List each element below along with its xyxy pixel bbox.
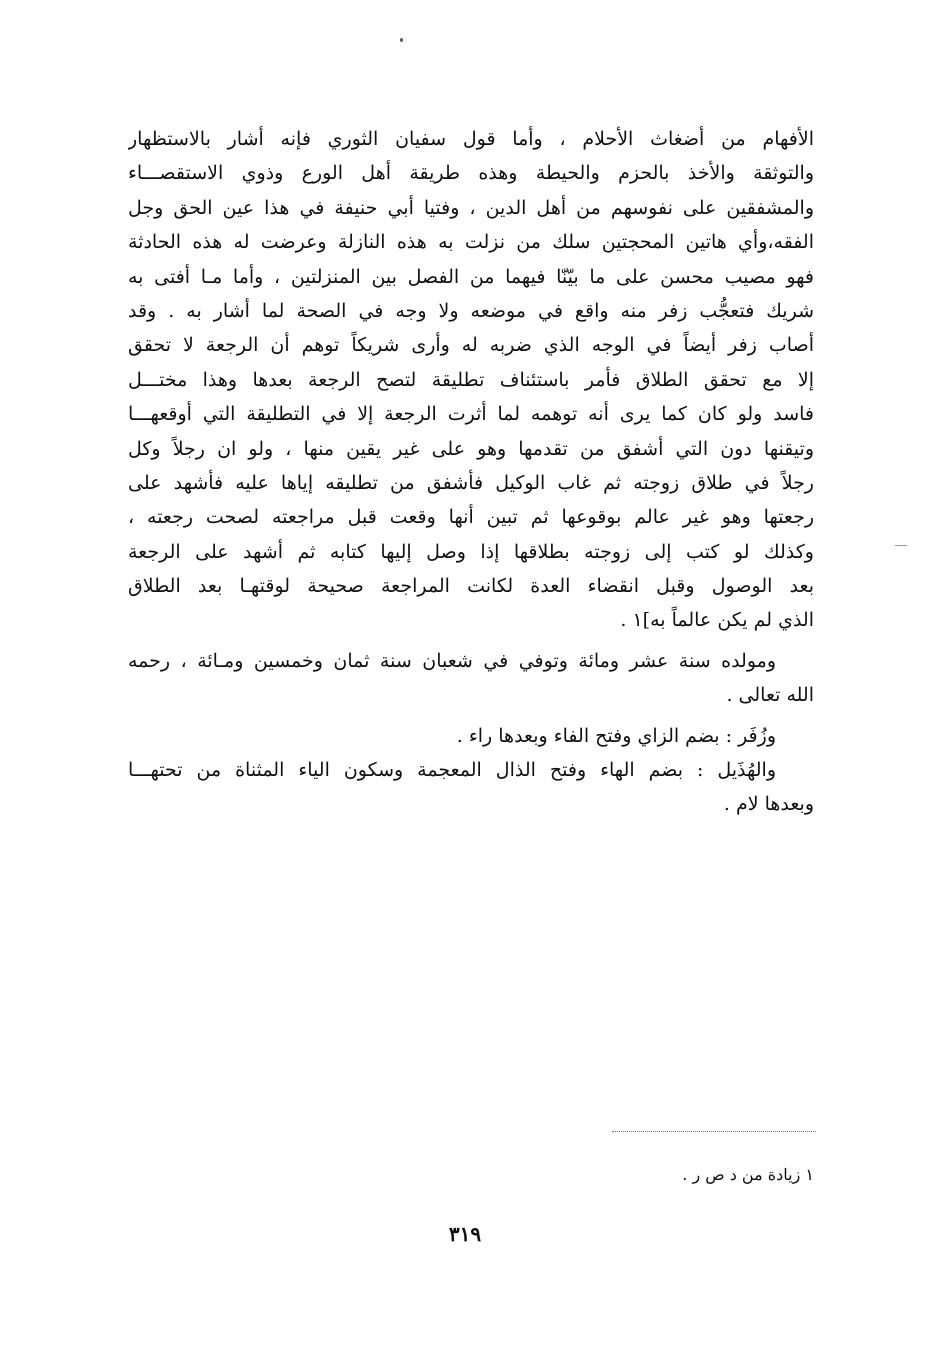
body-paragraph <box>128 122 814 638</box>
text-line: وكذلك لو كتب إلى زوجته بطلاقها إذا وصل إليها كتابه ثم أشهد على الرجعة <box>128 540 814 563</box>
page-number: ٣١٩ <box>448 1222 482 1246</box>
hudhayl-note <box>128 753 814 822</box>
text-line: فهو مصيب محسن على ما بيّنّا فيهما من الفصل بين المنزلتين ، وأما مـا أفتى به <box>128 265 814 288</box>
text-line: الذي لم يكن عالماً به]١ . <box>620 609 814 632</box>
text-line: الفقه،وأي هاتين المحجتين سلك من نزلت به هذه النازلة وعرضت له هذه الحادثة <box>128 231 814 254</box>
text-line: وبعدها لام . <box>723 793 814 816</box>
text-line: بعد الوصول وقبل انقضاء العدة لكانت المراجعة صحيحة لوقتهـا بعد الطلاق <box>128 575 814 598</box>
scan-speck <box>400 38 403 42</box>
text-line: وزُفَر : بضم الزاي وفتح الفاء وبعدها راء . <box>456 724 776 747</box>
text-line: فاسد ولو كان كما يرى أنه توهمه لما أثرت الرجعة إلا في التطليقة التي أوقعهـــا <box>128 403 814 426</box>
text-line: الله تعالى . <box>726 684 814 707</box>
text-line: إلا مع تحقق الطلاق فأمر باستئناف تطليقة لتصح الرجعة بعدها وهذا مختـــل <box>128 368 814 391</box>
text-line: وتيقنها دون التي أشفق من تقدمها وهو على غير يقين منها ، ولو ان رجلاً وكل <box>128 437 814 460</box>
text-line: رجلاً في طلاق زوجته ثم غاب الوكيل فأشفق من تطليقه إياها عليه فأشهد على <box>128 471 814 494</box>
footnote: ١ زيادة من د ص ر . <box>682 1165 814 1184</box>
text-line: أصاب زفر أيضاً في الوجه الذي ضربه له وأرى شريكاً توهم أن الرجعة لا تحقق <box>128 334 814 357</box>
text-line: شريك فتعجُّب زفر منه واقع في موضعه ولا وجه في الصحة لما أشار به . وقد <box>128 299 814 322</box>
birth-death-paragraph <box>128 644 814 713</box>
text-line: رجعتها وهو غير عالم بوقوعها ثم تبين أنها وقعت قبل مراجعته لصحت رجعته ، <box>128 506 814 529</box>
footnote-separator <box>612 1131 816 1132</box>
text-line: والمشفقين على نفوسهم من أهل الدين ، وفتيا أبي حنيفة في هذا عين الحق وجل <box>128 196 814 219</box>
text-line: الأفهام من أضغاث الأحلام ، وأما قول سفيان الثوري فإنه أشار بالاستظهار <box>128 128 814 150</box>
zufar-note <box>128 719 814 753</box>
margin-mark <box>895 545 907 546</box>
main-text-block <box>128 122 814 822</box>
text-line: والتوثقة والأخذ بالحزم والحيطة وهذه طريقة أهل الورع وذوي الاستقصـــاء <box>128 162 814 185</box>
text-line: والهُذَيل : بضم الهاء وفتح الذال المعجمة وسكون الياء المثناة من تحتهـــا <box>128 759 776 782</box>
text-line: ومولده سنة عشر ومائة وتوفي في شعبان سنة ثمان وخمسين ومـائة ، رحمه <box>128 649 776 672</box>
